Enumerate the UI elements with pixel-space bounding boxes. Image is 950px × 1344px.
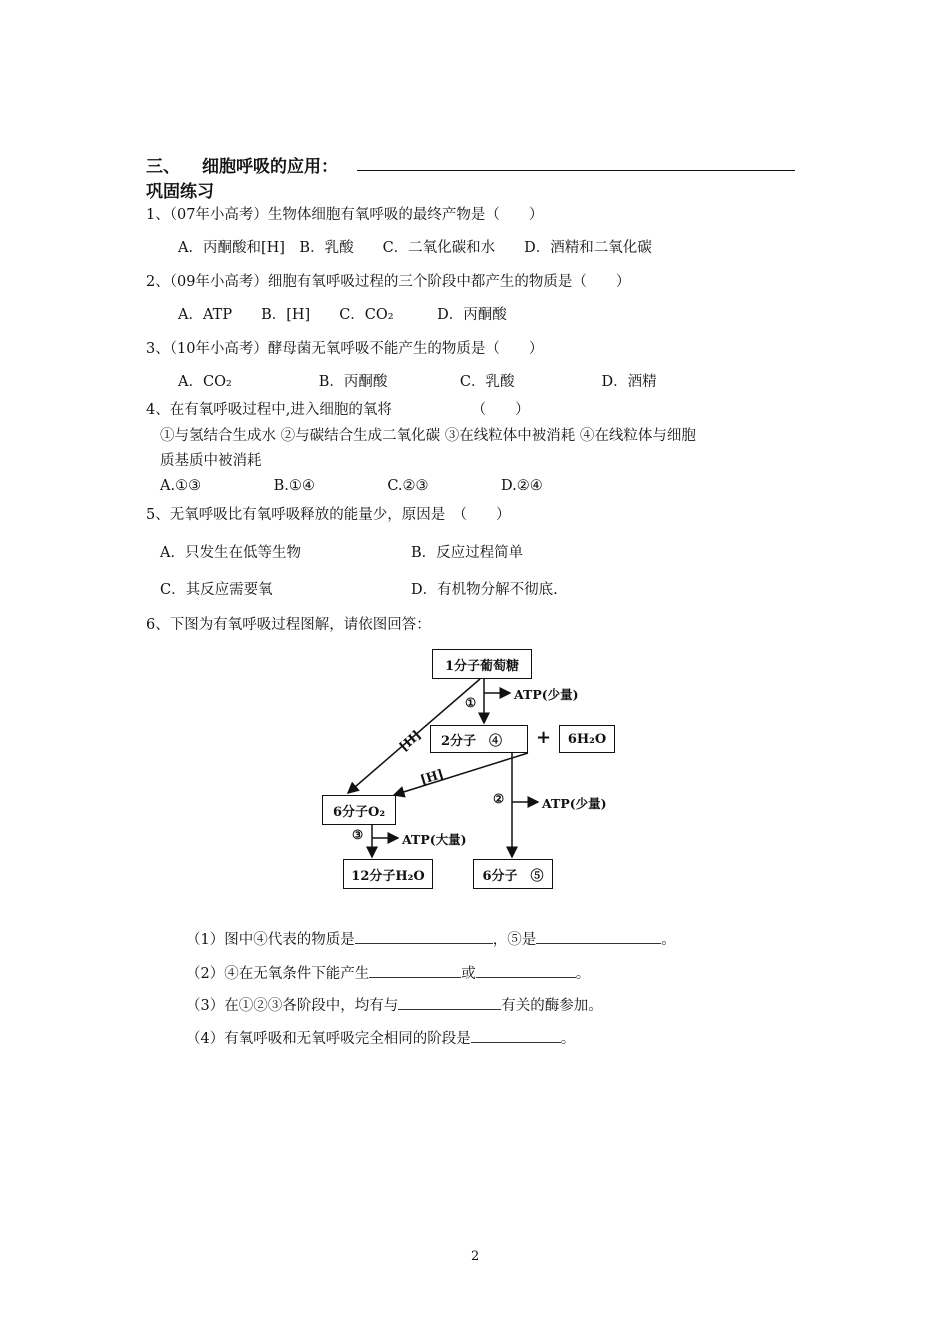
practice-heading: 巩固练习 <box>146 182 214 202</box>
answer-blank-2a[interactable] <box>369 963 461 979</box>
question-5-option-c: C．其反应需要氧 <box>160 582 273 598</box>
sub-question-1-text: （1）图中④代表的物质是 <box>186 932 355 948</box>
sub-question-4-text: （4）有氧呼吸和无氧呼吸完全相同的阶段是 <box>186 1031 471 1047</box>
question-4-statements: ①与氢结合生成水 ②与碳结合生成二氧化碳 ③在线粒体中被消耗 ④在线粒体与细胞 <box>160 428 696 444</box>
question-2-stem: 2、（09年小高考）细胞有氧呼吸过程的三个阶段中都产生的物质是（ ） <box>146 274 631 290</box>
sub-question-3 <box>186 994 603 1015</box>
plus-sign: + <box>536 727 552 748</box>
question-6-stem: 6、下图为有氧呼吸过程图解，请依图回答： <box>146 617 431 633</box>
hydrogen-label-2: [H] <box>418 765 446 788</box>
aerobic-respiration-diagram <box>300 645 640 895</box>
question-3-options: A．CO₂ B．丙酮酸 C．乳酸 D．酒精 <box>178 374 657 390</box>
answer-blank-1a[interactable] <box>355 929 493 945</box>
sub-question-1-end: 。 <box>661 932 676 948</box>
question-5-stem: 5、无氧呼吸比有氧呼吸释放的能量少，原因是 （ ） <box>146 507 511 523</box>
answer-blank-2b[interactable] <box>476 963 576 979</box>
atp-large-label: ATP(大量) <box>402 832 467 847</box>
atp-small-label-1: ATP(少量) <box>514 687 579 702</box>
section-number: 三、 <box>146 157 180 177</box>
step-3-label: ③ <box>352 827 364 842</box>
question-2-options: A．ATP B．[H] C．CO₂ D．丙酮酸 <box>178 307 507 323</box>
section-title: 细胞呼吸的应用： <box>202 157 338 177</box>
question-1-options: A．丙酮酸和[H] B．乳酸 C．二氧化碳和水 D．酒精和二氧化碳 <box>178 240 652 256</box>
sub-question-2-end: 。 <box>575 966 591 982</box>
question-4-statements-cont: 质基质中被消耗 <box>160 453 262 469</box>
atp-small-label-2: ATP(少量) <box>542 796 607 811</box>
page-number: 2 <box>471 1249 480 1264</box>
question-4-stem: 4、在有氧呼吸过程中,进入细胞的氧将 （ ） <box>146 402 530 418</box>
step-2-label: ② <box>493 791 505 806</box>
question-5-option-a: A．只发生在低等生物 <box>160 545 301 561</box>
question-4-options: A.①③ B.①④ C.②③ D.②④ <box>160 478 543 494</box>
hydrogen-label-1: [H] <box>396 727 424 754</box>
question-5-option-d: D．有机物分解不彻底. <box>411 582 558 598</box>
six-molecule-box: 6分子 ⑤ <box>473 859 553 889</box>
question-1-stem: 1、（07年小高考）生物体细胞有氧呼吸的最终产物是（ ） <box>146 207 544 223</box>
sub-question-1 <box>186 928 676 949</box>
glucose-box: 1分子葡萄糖 <box>432 649 532 679</box>
question-5-option-b: B．反应过程简单 <box>411 545 524 561</box>
answer-blank-4[interactable] <box>471 1028 561 1044</box>
sub-question-3-text: （3）在①②③各阶段中，均有与 <box>186 998 399 1014</box>
sub-question-2 <box>186 962 590 983</box>
answer-blank-1b[interactable] <box>536 929 661 945</box>
diagram-arrows <box>300 645 640 895</box>
two-molecule-box: 2分子 ④ <box>430 725 528 753</box>
sub-question-2-text-b: 或 <box>461 966 476 982</box>
answer-blank-3[interactable] <box>398 995 501 1011</box>
sub-question-4 <box>186 1027 575 1048</box>
section-answer-line <box>357 170 795 171</box>
oxygen-box: 6分子O₂ <box>322 795 396 825</box>
twelve-water-box: 12分子H₂O <box>343 859 433 889</box>
question-3-stem: 3、（10年小高考）酵母菌无氧呼吸不能产生的物质是（ ） <box>146 341 544 357</box>
sub-question-2-text: （2）④在无氧条件下能产生 <box>186 966 370 982</box>
sub-question-4-end: 。 <box>560 1031 576 1047</box>
sub-question-1-text-b: ，⑤是 <box>492 932 537 948</box>
step-1-label: ① <box>465 695 477 710</box>
six-water-box: 6H₂O <box>559 725 615 753</box>
sub-question-3-text-b: 有关的酶参加。 <box>501 998 603 1014</box>
